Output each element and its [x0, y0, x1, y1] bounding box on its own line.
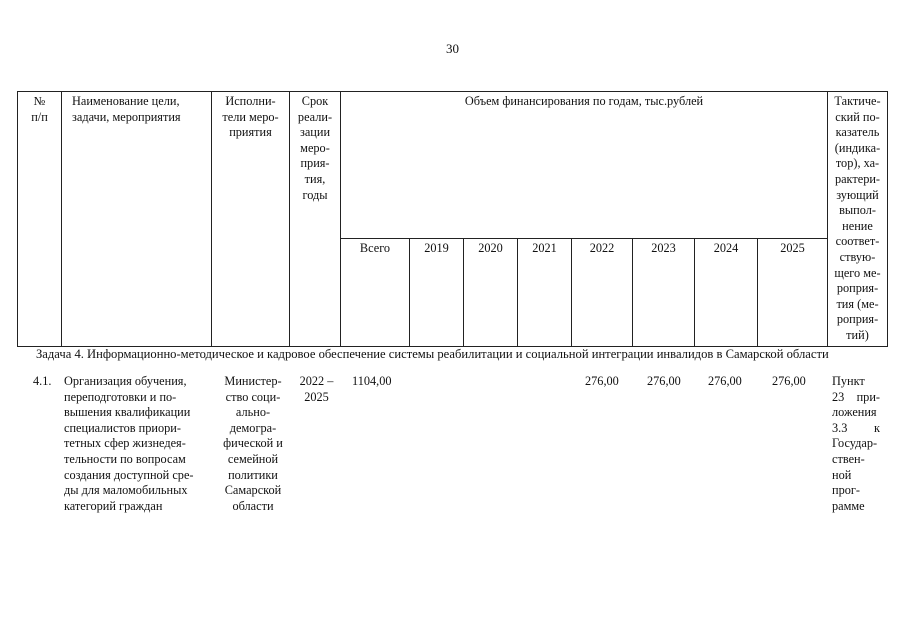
task-heading: Задача 4. Информационно-методическое и кадровое обеспечение системы реабилитации и социальной интеграции инвалидов в Самарской области — [36, 347, 829, 361]
header-year: 2019 — [410, 239, 464, 347]
header-name: Наименование цели, задачи, мероприятия — [62, 92, 212, 347]
header-year: 2023 — [633, 239, 695, 347]
row-name: Организация обучения, переподготовки и по- вышения квалификации специалистов приори- тетных сфер жизнедея- тельности по вопросам создания доступной сре- ды для маломобильных категорий граждан — [64, 374, 194, 513]
header-table — [17, 91, 888, 347]
row-2025: 276,00 — [772, 374, 806, 388]
row-2022: 276,00 — [585, 374, 619, 388]
row-2024: 276,00 — [708, 374, 742, 388]
header-indicator: Тактиче- ский по- казатель (индика- тор), ха- рактери- зующий выпол- нение соответ- ствую- щего ме- роприя- тия (ме- роприя- тий) — [828, 92, 888, 347]
header-year: 2020 — [464, 239, 518, 347]
header-year: 2022 — [572, 239, 633, 347]
row-total: 1104,00 — [352, 374, 392, 388]
row-num: 4.1. — [33, 374, 52, 388]
header-executors: Исполни- тели меро- приятия — [212, 92, 290, 347]
header-year: 2021 — [518, 239, 572, 347]
header-year: 2025 — [758, 239, 828, 347]
header-financing-title: Объем финансирования по годам, тыс.рублей — [341, 92, 828, 239]
header-num: № п/п — [18, 92, 62, 347]
row-term: 2022 – 2025 — [299, 374, 334, 404]
page-number: 30 — [446, 41, 459, 56]
row-2023: 276,00 — [647, 374, 681, 388]
header-year: 2024 — [695, 239, 758, 347]
header-term: Срок реали- зации меро- прия- тия, годы — [290, 92, 341, 347]
row-executor: Министер- ство соци- ально- демогра- фической и семейной политики Самарской области — [223, 374, 283, 513]
header-total: Всего — [341, 239, 410, 347]
header-num-line: № — [33, 94, 46, 108]
row-indicator: Пункт 23 при- ложения 3.3 к Государ- ствен- ной прог- рамме — [832, 374, 880, 513]
